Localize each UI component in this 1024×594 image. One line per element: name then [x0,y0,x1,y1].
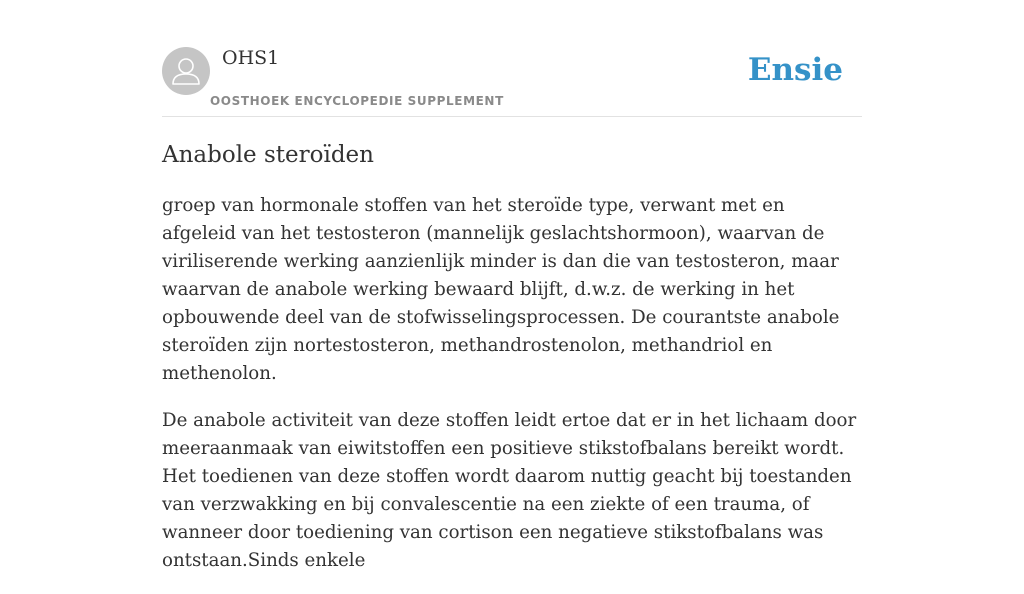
article-body [162,192,862,594]
header [162,0,862,117]
publication-name[interactable]: OOSTHOEK ENCYCLOPEDIE SUPPLEMENT [210,94,504,108]
paragraph: groep van hormonale stoffen van het steroïde type, verwant met en afgeleid van het testosteron (mannelijk geslachtshormoon), waarvan de viriliserende werking aanzienlijk minder is dan die van testosteron, maar waarvan de anabole werking bewaard blijft, d.w.z. de werking in het opbouwende deel van de stofwisselingsprocessen. De courantste anabole steroïden zijn nortestosteron, methandrostenolon, methandriol en methenolon. [162,195,840,384]
user-icon [162,47,210,95]
author-avatar[interactable] [162,47,210,95]
paragraph: De anabole activiteit van deze stoffen leidt ertoe dat er in het lichaam door meeraanmaak van eiwitstoffen een positieve stikstofbalans bereikt wordt. Het toedienen van deze stoffen wordt daarom nuttig geacht bij toestanden van verzwakking en bij convalescentie na een ziekte of een trauma, of wanneer door toediening van cortison een negatieve stikstofbalans was ontstaan.Sinds enkele [162,410,857,571]
ensie-logo[interactable]: Ensie [747,52,843,88]
article-title: Anabole steroïden [162,142,374,168]
page [162,0,862,571]
author-name[interactable]: OHS1 [222,47,280,69]
